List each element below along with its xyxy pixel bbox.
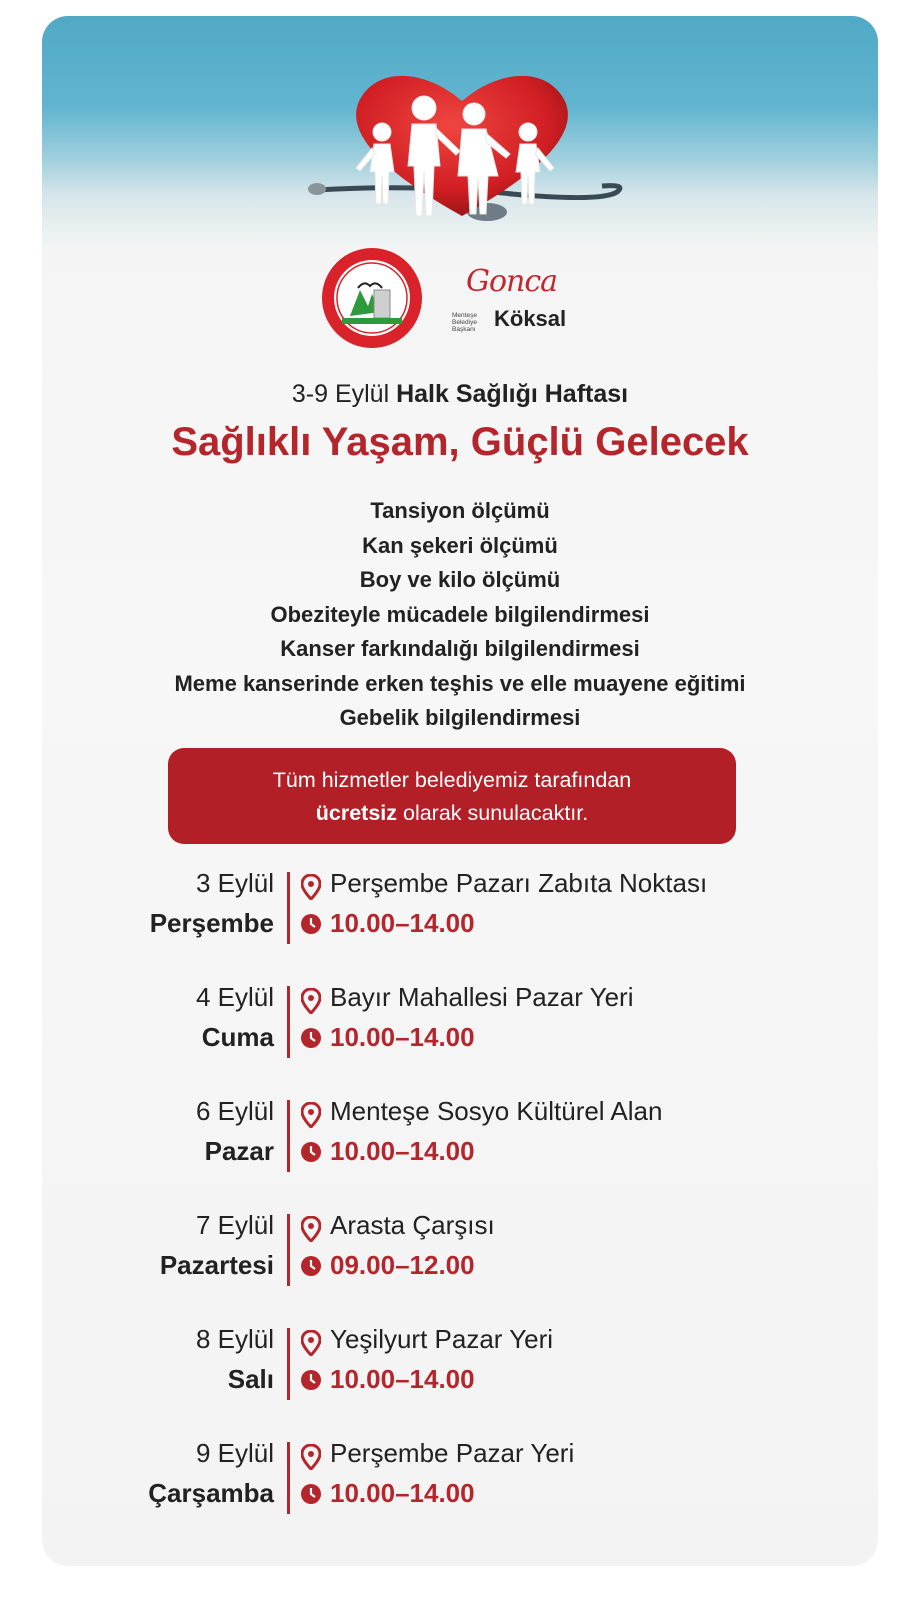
mayor-brand-logo [452,264,602,334]
list-item: Tansiyon ölçümü [370,498,550,523]
divider [287,986,290,1058]
location-pin-icon [301,874,321,900]
week-name: Halk Sağlığı Haftası [396,380,629,408]
schedule-row [42,1318,878,1414]
schedule-location: Yeşilyurt Pazar Yeri [330,1324,554,1354]
divider [287,1214,290,1286]
location-pin-icon [301,988,321,1014]
schedule-location: Perşembe Pazarı Zabıta Noktası [330,868,708,898]
week-dates: 3-9 Eylül [291,380,397,408]
schedule-time: 10.00–14.00 [330,1022,475,1052]
clock-icon [300,1027,322,1049]
clock-icon [300,1255,322,1277]
notice-bold: ücretsiz [315,801,398,825]
schedule-day: Cuma [201,1022,274,1052]
schedule-day: Pazartesi [159,1250,274,1280]
schedule-time: 10.00–14.00 [330,1478,475,1508]
schedule-time: 10.00–14.00 [330,1136,475,1166]
schedule-date: 9 Eylül [195,1438,274,1468]
schedule-row [42,862,878,958]
schedule-date: 4 Eylül [195,982,274,1012]
schedule-day: Salı [227,1364,274,1394]
clock-icon [300,1369,322,1391]
brand-subtitle: Menteşe Belediye Başkanı [452,312,477,333]
location-pin-icon [301,1330,321,1356]
schedule-location: Arasta Çarşısı [330,1210,495,1240]
municipality-seal-icon [320,246,424,350]
heart-family-illustration [42,16,878,246]
notice-line2: olarak sunulacaktır. [397,801,589,825]
schedule-day: Çarşamba [148,1478,274,1508]
location-pin-icon [301,1102,321,1128]
week-title [42,380,878,409]
logo-strip [42,240,878,360]
list-item: Obeziteyle mücadele bilgilendirmesi [270,601,650,627]
schedule-date: 6 Eylül [195,1096,274,1126]
hero-image [42,16,878,246]
divider [287,872,290,944]
schedule-date: 7 Eylül [195,1210,274,1240]
schedule-day: Pazar [204,1136,274,1166]
schedule-time: 09.00–12.00 [330,1250,475,1280]
location-pin-icon [301,1216,321,1242]
free-service-notice [168,748,736,844]
schedule-date: 3 Eylül [195,868,274,898]
location-pin-icon [301,1444,321,1470]
list-item: Kan şekeri ölçümü [362,532,558,558]
schedule-row [42,1432,878,1528]
schedule-location: Perşembe Pazar Yeri [330,1438,575,1468]
schedule-location: Menteşe Sosyo Kültürel Alan [330,1096,663,1126]
list-item: Gebelik bilgilendirmesi [339,705,581,730]
schedule-day: Perşembe [149,908,274,938]
clock-icon [300,913,322,935]
divider [287,1100,290,1172]
brand-script-text: Gonca [466,264,558,299]
divider [287,1328,290,1400]
list-item: Kanser farkındalığı bilgilendirmesi [280,636,640,661]
clock-icon [300,1141,322,1163]
divider [287,1442,290,1514]
schedule-row [42,1204,878,1300]
schedule-time: 10.00–14.00 [330,1364,475,1394]
clock-icon [300,1483,322,1505]
schedule-date: 8 Eylül [195,1324,274,1354]
brand-name: Köksal [494,306,567,331]
schedule-row [42,1090,878,1186]
poster-card [42,16,878,1566]
schedule-time: 10.00–14.00 [330,908,475,938]
schedule-row [42,976,878,1072]
page-title: Sağlıklı Yaşam, Güçlü Gelecek [171,420,749,464]
list-item: Meme kanserinde erken teşhis ve elle muayene eğitimi [174,670,746,696]
schedule-location: Bayır Mahallesi Pazar Yeri [330,982,634,1012]
services-list [42,494,878,736]
notice-line1: Tüm hizmetler belediyemiz tarafından [272,768,632,792]
list-item: Boy ve kilo ölçümü [359,567,561,592]
